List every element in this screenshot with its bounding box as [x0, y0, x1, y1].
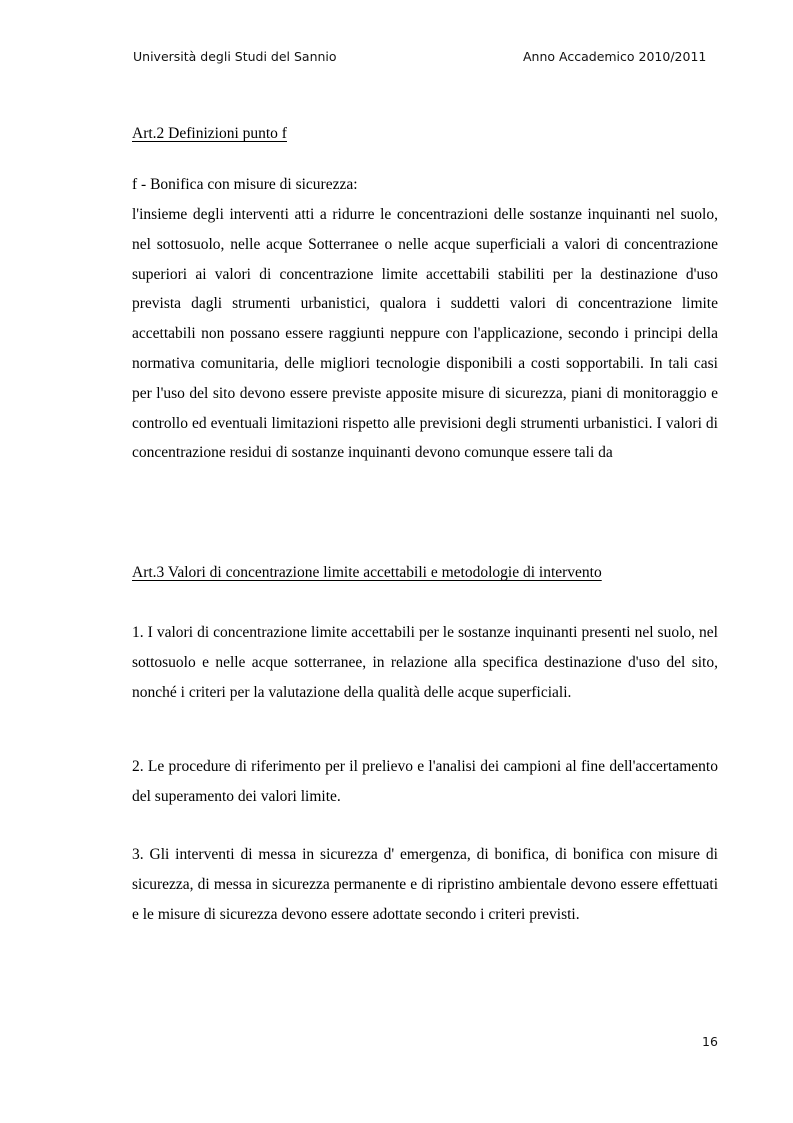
header-academic-year: Anno Accademico 2010/2011 — [523, 49, 707, 64]
art3-point-2: 2. Le procedure di riferimento per il prelievo e l'analisi dei campioni al fine dell'accertamento del superamento dei valori limite. — [132, 758, 718, 805]
art2-heading: Art.2 Definizioni punto f — [132, 125, 287, 142]
page-number: 16 — [702, 1034, 718, 1049]
art2-definition-label: f - Bonifica con misure di sicurezza: — [132, 176, 358, 193]
art2-definition-text: l'insieme degli interventi atti a ridurre le concentrazioni delle sostanze inquinanti nel suolo, nel sottosuolo, nelle acque Sotterranee o nelle acque superficiali a valori di concentrazione superiori ai valori di concentrazione limite accettabili stabiliti per la destinazione d'uso prevista dagli strumenti urbanistici, qualora i suddetti valori di concentrazione limite accettabili non possano essere raggiunti neppure con l'applicazione, secondo i principi della normativa comunitaria, delle migliori tecnologie disponibili a costi sopportabili. In tali casi per l'uso del sito devono essere previste apposite misure di sicurezza, piani di monitoraggio e controllo ed eventuali limitazioni rispetto alle previsioni degli strumenti urbanistici. I valori di concentrazione residui di sostanze inquinanti devono comunque essere tali da — [132, 206, 718, 462]
art3-point-1: 1. I valori di concentrazione limite accettabili per le sostanze inquinanti presenti nel suolo, nel sottosuolo e nelle acque sotterranee, in relazione alla specifica destinazione d'uso del sito, nonché i criteri per la valutazione della qualità delle acque superficiali. — [132, 624, 718, 701]
art3-point-3: 3. Gli interventi di messa in sicurezza d' emergenza, di bonifica, di bonifica con misure di sicurezza, di messa in sicurezza permanente e di ripristino ambientale devono essere effettuati e le misure di sicurezza devono essere adottate secondo i criteri previsti. — [132, 846, 718, 923]
header-university: Università degli Studi del Sannio — [133, 49, 337, 64]
art3-heading: Art.3 Valori di concentrazione limite accettabili e metodologie di intervento — [132, 564, 602, 581]
